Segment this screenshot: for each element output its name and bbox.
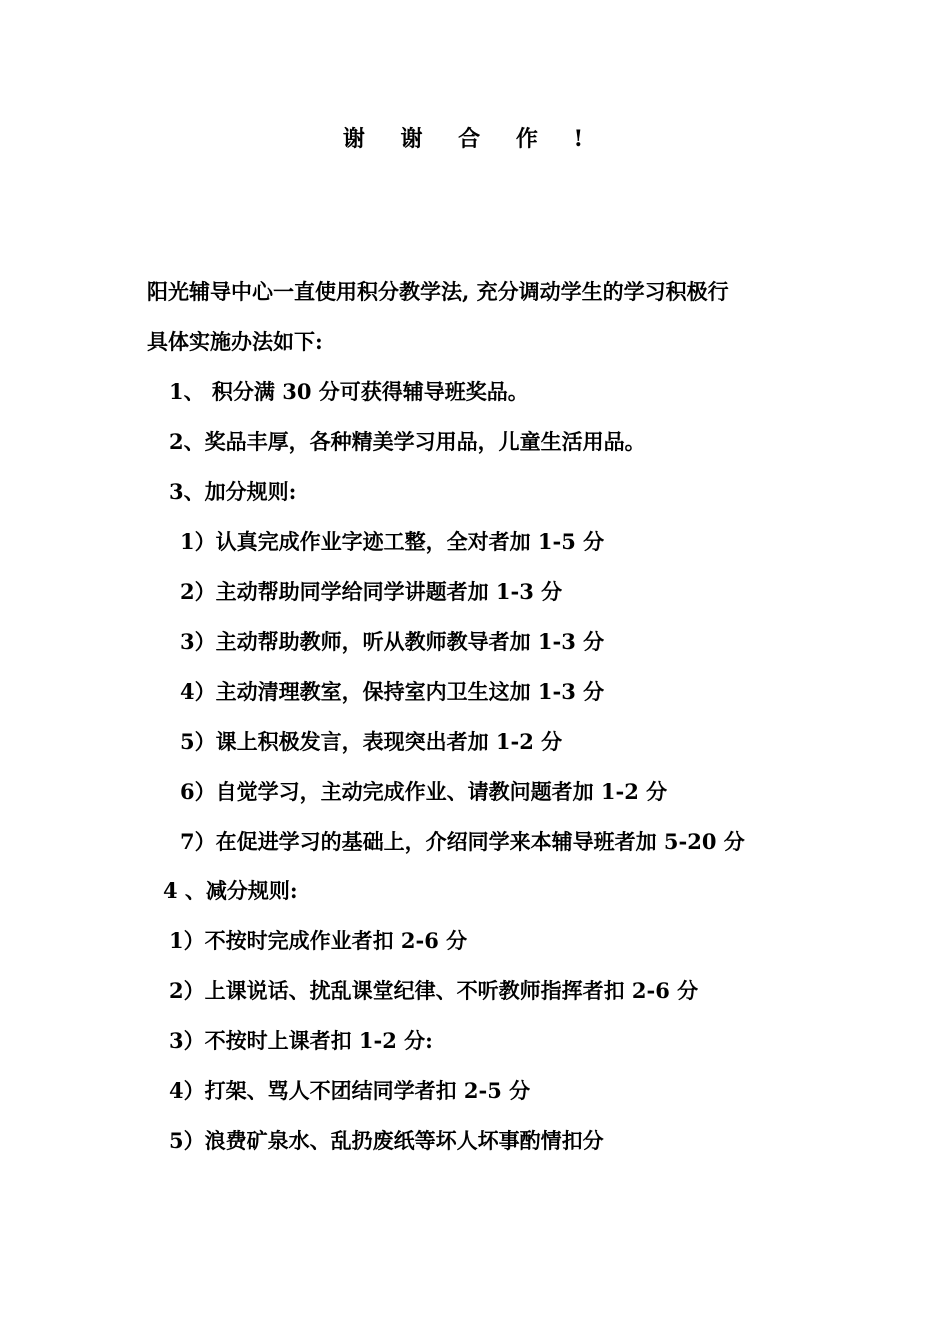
intro-line-1: 阳光辅导中心一直使用积分教学法, 充分调动学生的学习积极行	[147, 279, 729, 304]
add-rule-5: 5）课上积极发言，表现突出者加 1-2 分	[180, 729, 563, 754]
closing-thanks: 谢 谢 合 作 !	[342, 126, 598, 152]
minus-rule-1: 1）不按时完成作业者扣 2-6 分	[169, 928, 468, 953]
minus-rule-5: 5）浪费矿泉水、乱扔废纸等坏人坏事酌情扣分	[169, 1128, 604, 1153]
add-rule-7: 7）在促进学习的基础上，介绍同学来本辅导班者加 5-20 分	[180, 829, 745, 854]
add-rule-1: 1）认真完成作业字迹工整，全对者加 1-5 分	[180, 529, 605, 554]
add-rule-3: 3）主动帮助教师，听从教师教导者加 1-3 分	[180, 629, 605, 654]
add-rule-6: 6）自觉学习，主动完成作业、请教问题者加 1-2 分	[180, 779, 668, 804]
minus-rules-heading: 4 、减分规则:	[163, 878, 298, 903]
intro-line-2: 具体实施办法如下:	[147, 329, 323, 354]
minus-rule-3: 3）不按时上课者扣 1-2 分:	[169, 1028, 433, 1053]
minus-rule-2: 2）上课说话、扰乱课堂纪律、不听教师指挥者扣 2-6 分	[169, 978, 699, 1003]
add-rule-4: 4）主动清理教室，保持室内卫生这加 1-3 分	[180, 679, 605, 704]
item-1: 1、 积分满 30 分可获得辅导班奖品。	[169, 379, 529, 404]
add-rule-2: 2）主动帮助同学给同学讲题者加 1-3 分	[180, 579, 563, 604]
minus-rule-4: 4）打架、骂人不团结同学者扣 2-5 分	[169, 1078, 531, 1103]
item-3-add-rules-heading: 3、加分规则:	[169, 479, 297, 504]
item-2: 2、奖品丰厚，各种精美学习用品，儿童生活用品。	[169, 429, 646, 454]
